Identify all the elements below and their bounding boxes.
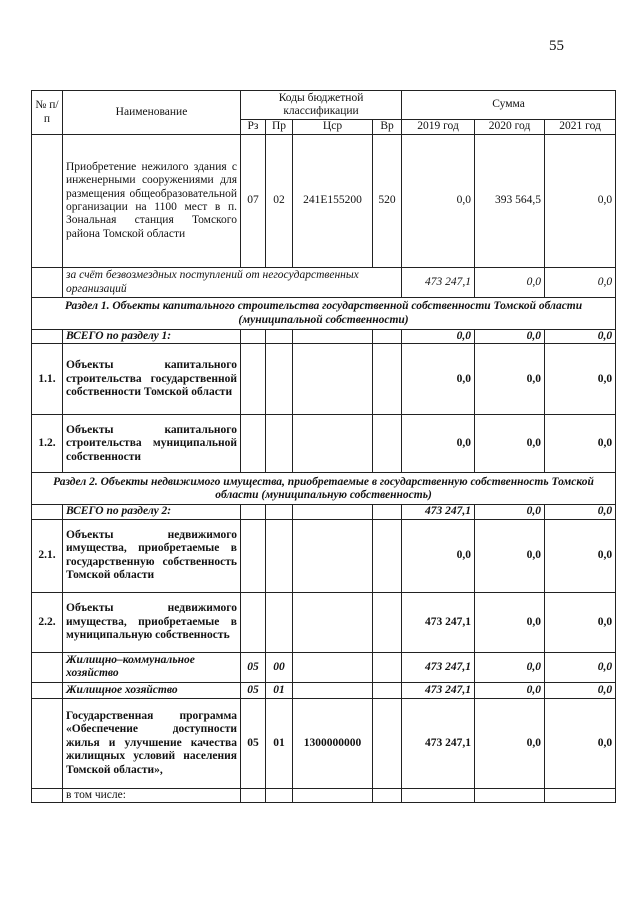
row-rz: [241, 330, 266, 344]
row-2021: 0,0: [545, 698, 616, 788]
header-vr: Вр: [373, 120, 402, 135]
table-row: [32, 652, 616, 682]
row-csr: [293, 519, 373, 592]
row-name: Объекты недвижимого имущества, приобретаемые в муниципальную собственность: [63, 592, 241, 652]
row-2021: 0,0: [545, 652, 616, 682]
row-2019: 0,0: [402, 330, 475, 344]
row-pr: [266, 519, 293, 592]
row-num: 2.1.: [32, 519, 63, 592]
row-2020: 393 564,5: [475, 135, 545, 268]
section-title: Раздел 2. Объекты недвижимого имущества, приобретаемые в государственную собственность Томской области (муниципальную собственность): [32, 473, 616, 505]
row-name: Приобретение нежилого здания с инженерными сооружениями для размещения общеобразовательной организации на 1100 мест в п. Зональная станция Томского района Томской области: [63, 135, 241, 268]
row-2020: 0,0: [475, 652, 545, 682]
header-num: № п/п: [32, 91, 63, 135]
section-row: [32, 298, 616, 330]
row-num: [32, 505, 63, 519]
row-2020: 0,0: [475, 268, 545, 298]
row-2019: 0,0: [402, 519, 475, 592]
row-vr: [373, 330, 402, 344]
row-2020: 0,0: [475, 505, 545, 519]
row-2019: 473 247,1: [402, 505, 475, 519]
table-row: [32, 135, 616, 268]
table-row: [32, 698, 616, 788]
row-2020: 0,0: [475, 330, 545, 344]
table-row: [32, 519, 616, 592]
row-name: за счёт безвозмездных поступлений от негосударственных организаций: [63, 268, 402, 298]
header-csr: Цср: [293, 120, 373, 135]
row-2019: 0,0: [402, 344, 475, 415]
row-2020: 0,0: [475, 415, 545, 473]
row-vr: [373, 415, 402, 473]
row-name: ВСЕГО по разделу 2:: [63, 505, 241, 519]
header-name: Наименование: [63, 91, 241, 135]
row-num: [32, 682, 63, 698]
row-vr: [373, 344, 402, 415]
row-rz: 05: [241, 698, 266, 788]
header-row: [32, 91, 616, 120]
budget-table: [31, 90, 616, 803]
row-name: Объекты недвижимого имущества, приобретаемые в государственную собственность Томской области: [63, 519, 241, 592]
row-2019: 0,0: [402, 415, 475, 473]
row-csr: [293, 652, 373, 682]
row-pr: 01: [266, 698, 293, 788]
row-2021: 0,0: [545, 135, 616, 268]
row-csr: [293, 505, 373, 519]
row-num: 2.2.: [32, 592, 63, 652]
row-pr: [266, 415, 293, 473]
row-2021: 0,0: [545, 505, 616, 519]
row-2020: 0,0: [475, 344, 545, 415]
row-num: [32, 652, 63, 682]
table-row: [32, 788, 616, 802]
header-2021: 2021 год: [545, 120, 616, 135]
row-pr: 02: [266, 135, 293, 268]
row-name: Жилищное хозяйство: [63, 682, 241, 698]
row-csr: 241E155200: [293, 135, 373, 268]
row-2021: 0,0: [545, 415, 616, 473]
table-row: [32, 268, 616, 298]
row-num: [32, 135, 63, 268]
row-2020: [475, 788, 545, 802]
section-title: Раздел 1. Объекты капитального строительства государственной собственности Томской области (муниципальной собственности): [32, 298, 616, 330]
table-row: [32, 592, 616, 652]
row-rz: [241, 505, 266, 519]
row-2021: 0,0: [545, 330, 616, 344]
header-codes: Коды бюджетной классификации: [241, 91, 402, 120]
row-vr: [373, 505, 402, 519]
header-2020: 2020 год: [475, 120, 545, 135]
row-2020: 0,0: [475, 698, 545, 788]
header-rz: Рз: [241, 120, 266, 135]
row-pr: [266, 788, 293, 802]
row-csr: [293, 682, 373, 698]
row-2021: 0,0: [545, 344, 616, 415]
table-row: [32, 415, 616, 473]
row-2021: [545, 788, 616, 802]
row-vr: [373, 652, 402, 682]
row-2019: 473 247,1: [402, 268, 475, 298]
row-csr: [293, 415, 373, 473]
section-row: [32, 473, 616, 505]
row-name: в том числе:: [63, 788, 241, 802]
row-name: ВСЕГО по разделу 1:: [63, 330, 241, 344]
row-vr: [373, 682, 402, 698]
row-vr: [373, 592, 402, 652]
row-pr: [266, 344, 293, 415]
row-2019: 473 247,1: [402, 652, 475, 682]
row-vr: 520: [373, 135, 402, 268]
section-total-row: [32, 330, 616, 344]
row-rz: [241, 788, 266, 802]
header-2019: 2019 год: [402, 120, 475, 135]
row-pr: 01: [266, 682, 293, 698]
row-csr: [293, 330, 373, 344]
row-2021: 0,0: [545, 682, 616, 698]
row-csr: [293, 788, 373, 802]
row-2021: 0,0: [545, 519, 616, 592]
row-2021: 0,0: [545, 592, 616, 652]
section-total-row: [32, 505, 616, 519]
row-rz: 07: [241, 135, 266, 268]
row-2020: 0,0: [475, 519, 545, 592]
row-rz: [241, 592, 266, 652]
row-pr: [266, 505, 293, 519]
row-name: Жилищно–коммунальное хозяйство: [63, 652, 241, 682]
row-num: [32, 788, 63, 802]
row-csr: [293, 344, 373, 415]
row-pr: [266, 592, 293, 652]
row-csr: [293, 592, 373, 652]
row-rz: [241, 344, 266, 415]
row-num: [32, 268, 63, 298]
row-num: 1.1.: [32, 344, 63, 415]
row-2020: 0,0: [475, 682, 545, 698]
row-num: [32, 698, 63, 788]
row-num: [32, 330, 63, 344]
row-num: 1.2.: [32, 415, 63, 473]
row-2019: 473 247,1: [402, 698, 475, 788]
row-rz: [241, 519, 266, 592]
row-2019: 473 247,1: [402, 682, 475, 698]
row-vr: [373, 698, 402, 788]
row-name: Объекты капитального строительства муниципальной собственности: [63, 415, 241, 473]
row-name: Государственная программа «Обеспечение доступности жилья и улучшение качества жилищных условий населения Томской области»,: [63, 698, 241, 788]
row-2020: 0,0: [475, 592, 545, 652]
row-2019: [402, 788, 475, 802]
page-number: 55: [549, 38, 564, 54]
row-2019: 473 247,1: [402, 592, 475, 652]
header-pr: Пр: [266, 120, 293, 135]
row-2021: 0,0: [545, 268, 616, 298]
row-vr: [373, 788, 402, 802]
header-sum: Сумма: [402, 91, 616, 120]
row-rz: [241, 415, 266, 473]
row-rz: 05: [241, 682, 266, 698]
row-pr: 00: [266, 652, 293, 682]
row-2019: 0,0: [402, 135, 475, 268]
row-name: Объекты капитального строительства государственной собственности Томской области: [63, 344, 241, 415]
row-vr: [373, 519, 402, 592]
table-row: [32, 344, 616, 415]
row-pr: [266, 330, 293, 344]
row-csr: 1300000000: [293, 698, 373, 788]
row-rz: 05: [241, 652, 266, 682]
table-row: [32, 682, 616, 698]
